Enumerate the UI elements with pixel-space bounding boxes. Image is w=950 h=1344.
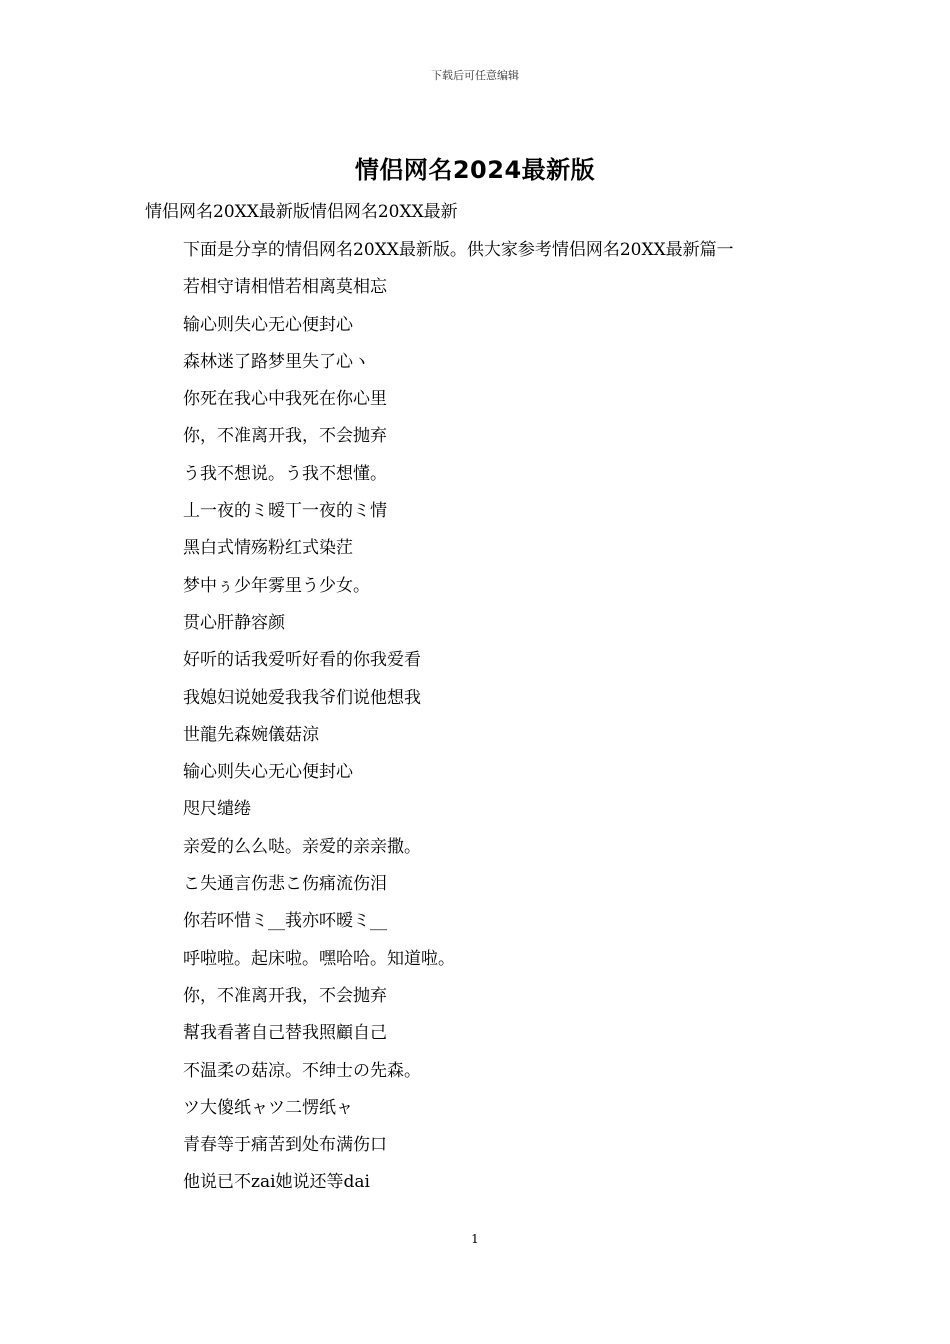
body-lines: [183, 238, 883, 1208]
body-line: 丄一夜的ミ暧丅一夜的ミ情: [183, 501, 387, 522]
body-line: 好听的话我爱听好看的你我爱看: [183, 650, 421, 671]
body-line: 输心则失心无心便封心: [183, 314, 353, 335]
body-line: 他说已不zai她说还等dai: [183, 1172, 370, 1193]
body-line: 呼啦啦。起床啦。嘿哈哈。知道啦。: [183, 948, 455, 969]
body-line: 下面是分享的情侣网名20XX最新版。供大家参考情侣网名20XX最新篇一: [183, 240, 734, 260]
body-line: 若相守请相惜若相离莫相忘: [183, 277, 387, 298]
body-line: 森林迷了路梦里失了心ヽ: [183, 351, 370, 372]
body-line: 世龍先森婉儀菇涼: [183, 724, 319, 745]
body-line: 你若吥惜ミ__莪亦吥暧ミ__: [183, 911, 387, 932]
body-line: 贯心肝静容颜: [183, 612, 285, 633]
body-line: 咫尺缱绻: [183, 799, 251, 820]
body-line: こ失通言伤悲こ伤痛流伤泪: [183, 874, 387, 895]
body-line: 幫我看著自己替我照顧自己: [183, 1023, 387, 1044]
body-line: 输心则失心无心便封心: [183, 762, 353, 783]
body-line: 我媳妇说她爱我我爷们说他想我: [183, 687, 421, 708]
body-line: う我不想说。う我不想懂。: [183, 463, 387, 484]
body-line: 亲爱的么么哒。亲爱的亲亲撒。: [183, 836, 421, 857]
body-line: 你死在我心中我死在你心里: [183, 389, 387, 410]
header-note: 下载后可任意编辑: [431, 69, 519, 82]
document-title: 情侣网名2024最新版: [354, 156, 596, 184]
body-line: 你，不准离开我，不会抛弃: [183, 426, 387, 447]
body-line: 你，不准离开我，不会抛弃: [183, 985, 387, 1006]
intro-paragraph: 情侣网名20XX最新版情侣网名20XX最新: [145, 202, 458, 222]
body-line: 青春等于痛苦到处布满伤口: [183, 1135, 387, 1156]
body-line: 不温柔の菇凉。不绅士の先森。: [183, 1060, 421, 1081]
page-number: 1: [471, 1232, 479, 1246]
body-line: 黑白式情殇粉红式染茳: [183, 538, 353, 559]
body-line: 梦中ぅ少年雾里う少女。: [183, 575, 370, 596]
body-line: ツ大傻纸ャツ二愣纸ャ: [183, 1097, 353, 1118]
